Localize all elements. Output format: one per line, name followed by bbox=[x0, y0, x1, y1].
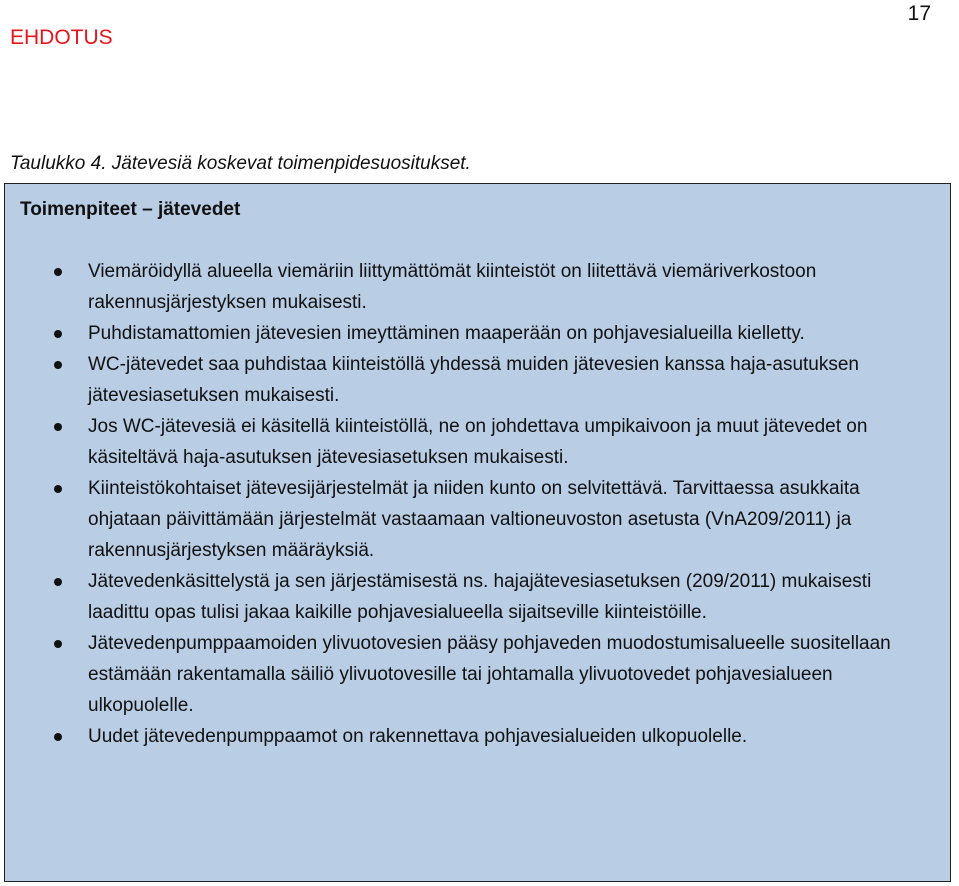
list-item bbox=[5, 566, 950, 628]
bullet-icon bbox=[54, 361, 62, 369]
bullet-icon bbox=[54, 733, 62, 741]
recommendation-table bbox=[4, 183, 951, 882]
recommendation-list bbox=[5, 256, 950, 752]
list-item bbox=[5, 318, 950, 349]
list-item-text: Uudet jätevedenpumppaamot on rakennettava pohjavesialueiden ulkopuolelle. bbox=[88, 726, 748, 747]
bullet-icon bbox=[54, 578, 62, 586]
draft-label: EHDOTUS bbox=[10, 26, 113, 49]
list-item-text: Puhdistamattomien jätevesien imeyttäminen maaperään on pohjavesialueilla kielletty. bbox=[88, 323, 805, 344]
list-item-text: WC-jätevedet saa puhdistaa kiinteistöllä yhdessä muiden jätevesien kanssa haja-asutuksen jätevesiasetuksen mukaisesti. bbox=[88, 354, 859, 406]
bullet-icon bbox=[54, 485, 62, 493]
list-item-text: Jos WC-jätevesiä ei käsitellä kiinteistöllä, ne on johdettava umpikaivoon ja muut jätevedet on käsiteltävä haja-asutuksen jätevesiasetuksen mukaisesti. bbox=[88, 416, 868, 468]
bullet-icon bbox=[54, 330, 62, 338]
list-item-text: Jätevedenpumppaamoiden ylivuotovesien pääsy pohjaveden muodostumisalueelle suositellaan estämään rakentamalla säiliö ylivuotovesille tai johtamalla ylivuotovedet pohjavesialueen ulkopuolelle. bbox=[88, 633, 891, 716]
page-number: 17 bbox=[907, 2, 931, 25]
bullet-icon bbox=[54, 268, 62, 276]
bullet-icon bbox=[54, 640, 62, 648]
list-item bbox=[5, 411, 950, 473]
list-item bbox=[5, 256, 950, 318]
list-item-text: Kiinteistökohtaiset jätevesijärjestelmät ja niiden kunto on selvitettävä. Tarvittaessa asukkaita ohjataan päivittämään järjestelmät vastaamaan valtioneuvoston asetusta (VnA209/2011) ja rakennusjärjestyksen määräyksiä. bbox=[88, 478, 860, 561]
bullet-icon bbox=[54, 423, 62, 431]
list-item bbox=[5, 628, 950, 721]
list-item bbox=[5, 349, 950, 411]
table-caption: Taulukko 4. Jätevesiä koskevat toimenpidesuositukset. bbox=[10, 153, 471, 174]
list-item-text: Jätevedenkäsittelystä ja sen järjestämisestä ns. hajajätevesiasetuksen (209/2011) mukaisesti laadittu opas tulisi jakaa kaikille pohjavesialueella sijaitseville kiinteistöille. bbox=[88, 571, 872, 623]
list-item bbox=[5, 473, 950, 566]
table-heading: Toimenpiteet – jätevedet bbox=[20, 199, 241, 220]
list-item-text: Viemäröidyllä alueella viemäriin liittymättömät kiinteistöt on liitettävä viemäriverkostoon rakennusjärjestyksen mukaisesti. bbox=[88, 261, 817, 313]
list-item bbox=[5, 721, 950, 752]
